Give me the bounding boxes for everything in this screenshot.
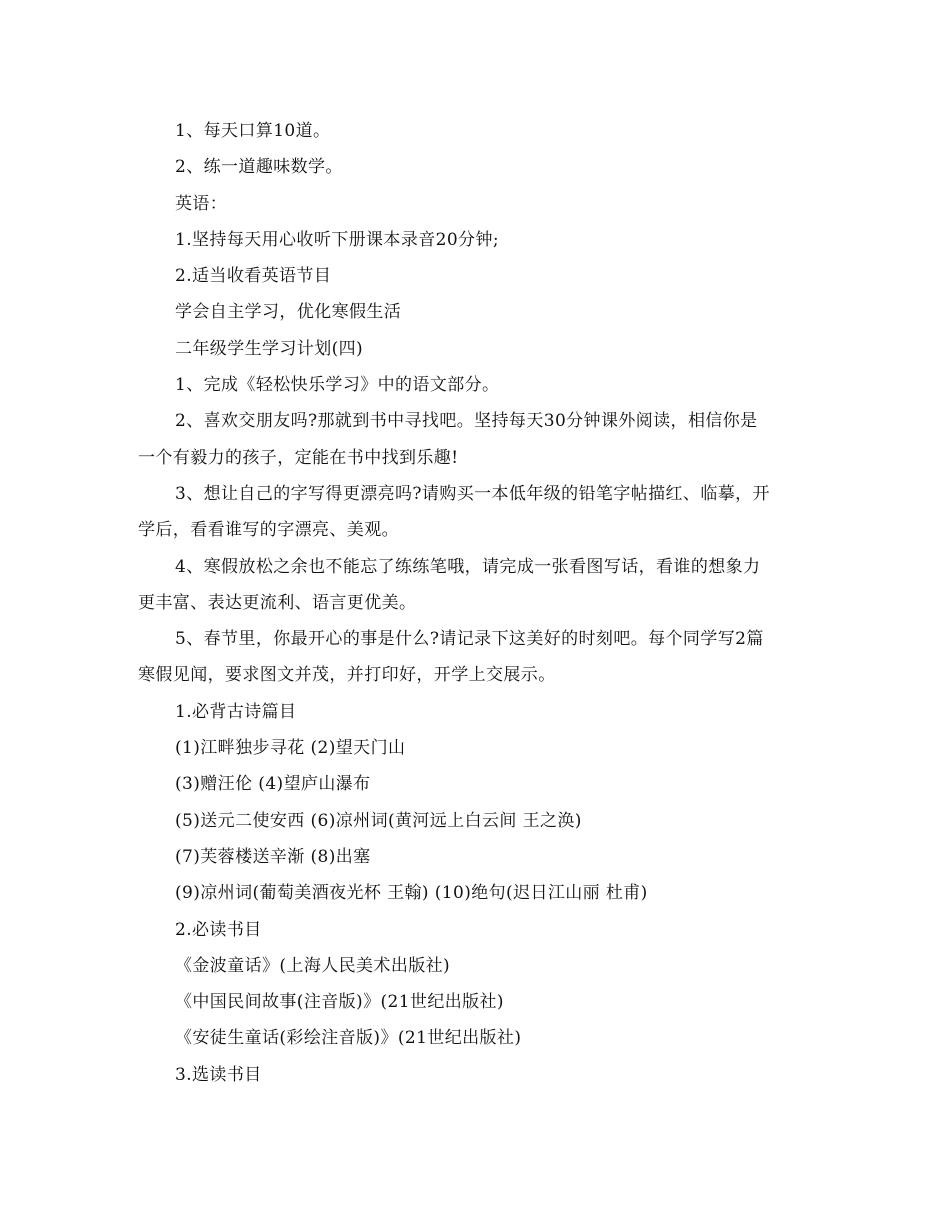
- list-item: 《中国民间故事(注音版)》(21世纪出版社): [175, 992, 504, 1013]
- subtitle: 学会自主学习，优化寒假生活: [175, 302, 402, 323]
- list-item: (7)芙蓉楼送辛渐 (8)出塞: [175, 846, 371, 867]
- paragraph-line: 5、春节里，你最开心的事是什么?请记录下这美好的时刻吧。每个同学写2篇: [175, 629, 764, 650]
- section-title: 二年级学生学习计划(四): [175, 338, 364, 359]
- paragraph-line: 一个有毅力的孩子，定能在书中找到乐趣!: [138, 447, 459, 468]
- list-item: 《金波童话》(上海人民美术出版社): [175, 955, 451, 976]
- text-line: 2、练一道趣味数学。: [175, 157, 343, 178]
- list-item: (9)凉州词(葡萄美酒夜光杯 王翰) (10)绝句(迟日江山丽 杜甫): [175, 883, 648, 904]
- text-line: 2.适当收看英语节目: [175, 266, 332, 287]
- text-line: 1、每天口算10道。: [175, 121, 331, 141]
- list-item: 《安徒生童话(彩绘注音版)》(21世纪出版社): [175, 1028, 522, 1049]
- text-line: 1、完成《轻松快乐学习》中的语文部分。: [175, 375, 500, 396]
- list-item: (3)赠汪伦 (4)望庐山瀑布: [175, 774, 371, 795]
- text-line: 1.坚持每天用心收听下册课本录音20分钟;: [175, 229, 499, 250]
- paragraph-line: 学后，看看谁写的字漂亮、美观。: [138, 520, 399, 541]
- paragraph-line: 3、想让自己的字写得更漂亮吗?请购买一本低年级的铅笔字帖描红、临摹，开: [175, 483, 770, 504]
- paragraph-line: 寒假见闻，要求图文并茂，并打印好，开学上交展示。: [138, 665, 556, 686]
- list-heading: 2.必读书目: [175, 919, 262, 940]
- paragraph-line: 4、寒假放松之余也不能忘了练练笔哦，请完成一张看图写话，看谁的想象力: [175, 556, 761, 577]
- list-item: (5)送元二使安西 (6)凉州词(黄河远上白云间 王之涣): [175, 810, 582, 831]
- document-body: [138, 113, 816, 1093]
- paragraph-line: 2、喜欢交朋友吗?那就到书中寻找吧。坚持每天30分钟课外阅读，相信你是: [175, 411, 758, 432]
- list-item: (1)江畔独步寻花 (2)望天门山: [175, 738, 406, 759]
- paragraph-line: 更丰富、表达更流利、语言更优美。: [138, 592, 417, 613]
- section-heading-english: 英语：: [175, 193, 228, 214]
- list-heading: 1.必背古诗篇目: [175, 701, 297, 722]
- list-heading: 3.选读书目: [175, 1064, 262, 1085]
